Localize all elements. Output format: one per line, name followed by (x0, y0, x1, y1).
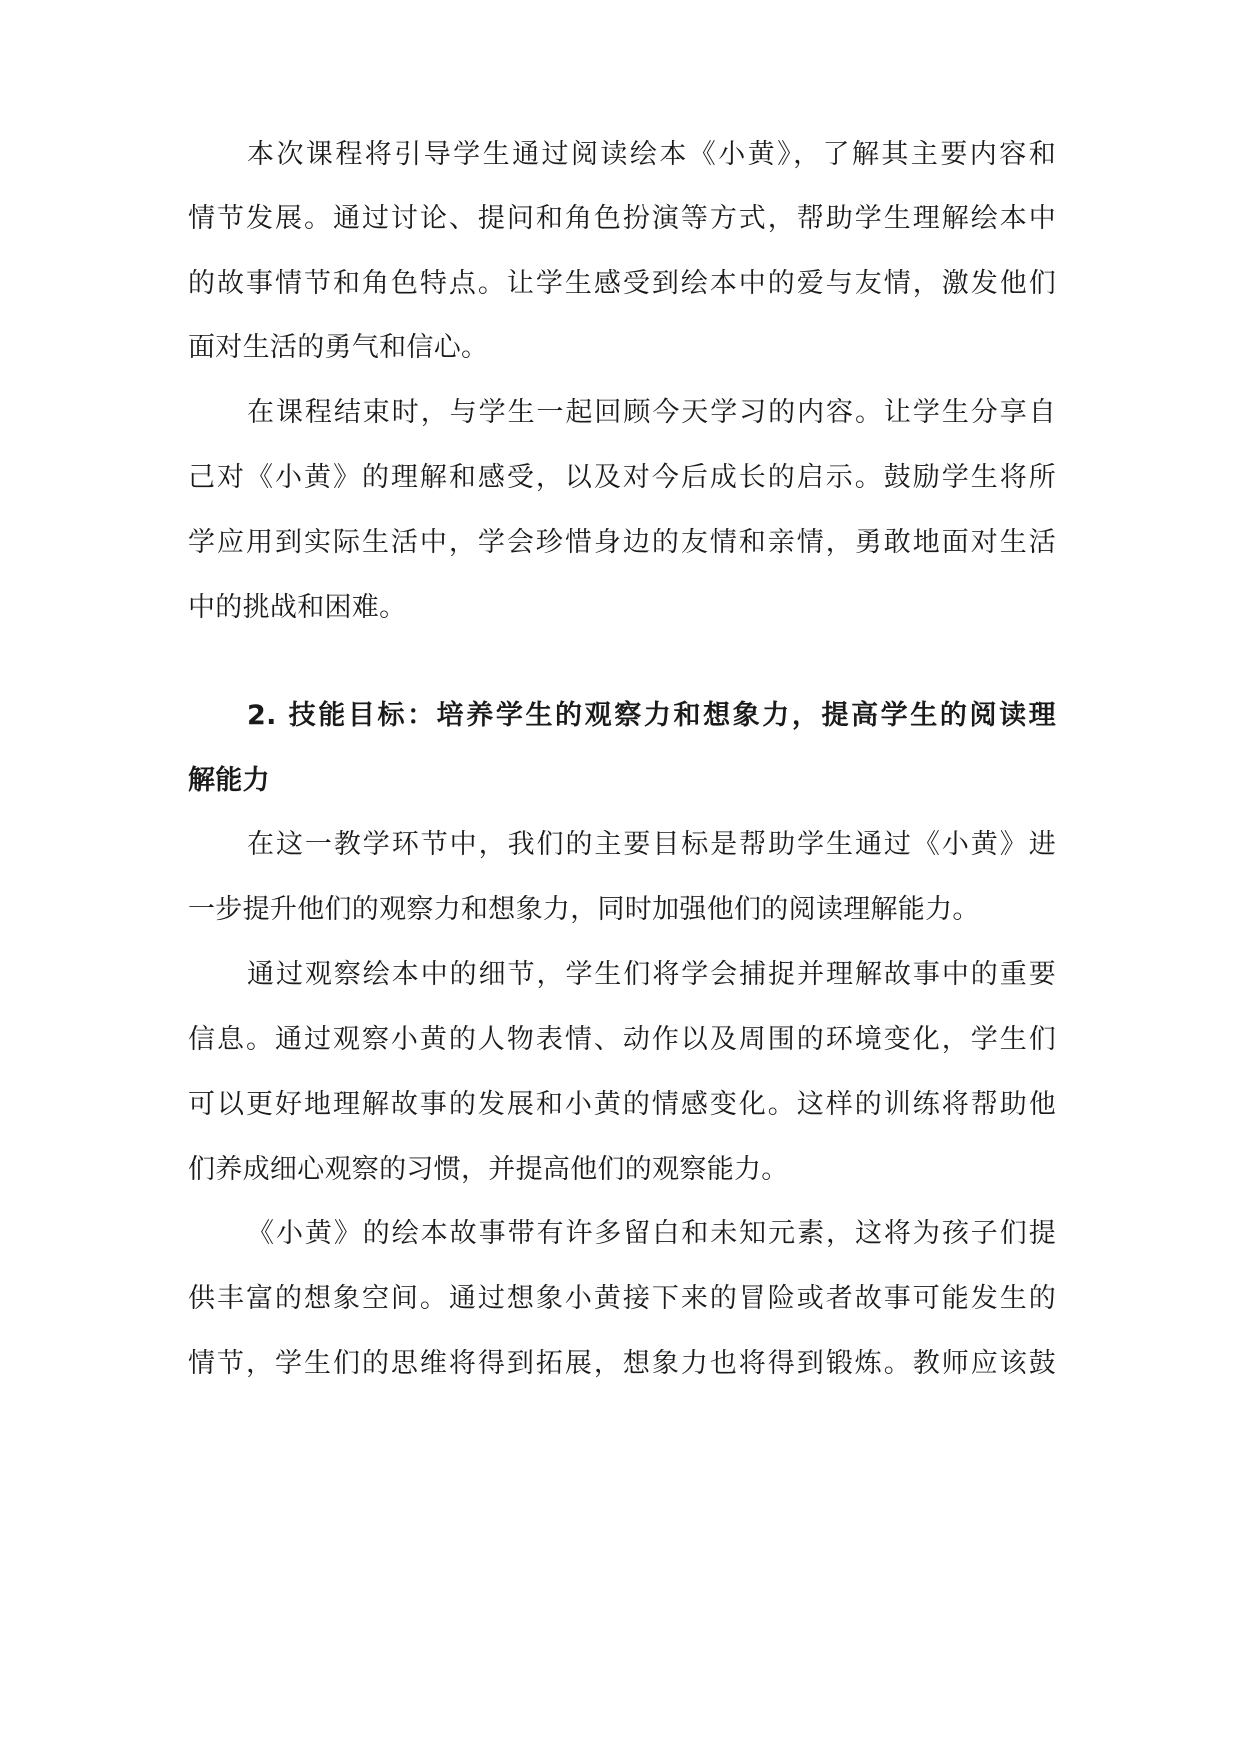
section-heading-line-2: 解能力 (188, 765, 270, 796)
section-heading-line-1: 2. 技能目标：培养学生的观察力和想象力，提高学生的阅读理 (247, 700, 1056, 731)
paragraph-5-line-2: 供丰富的想象空间。通过想象小黄接下来的冒险或者故事可能发生的 (188, 1283, 1056, 1314)
paragraph-2-line-1: 在课程结束时，与学生一起回顾今天学习的内容。让学生分享自 (247, 397, 1056, 428)
paragraph-1-line-4: 面对生活的勇气和信心。 (188, 332, 489, 363)
paragraph-3-line-1: 在这一教学环节中，我们的主要目标是帮助学生通过《小黄》进 (247, 829, 1056, 860)
paragraph-4-line-4: 们养成细心观察的习惯，并提高他们的观察能力。 (188, 1154, 789, 1185)
paragraph-4-line-3: 可以更好地理解故事的发展和小黄的情感变化。这样的训练将帮助他 (188, 1089, 1056, 1120)
paragraph-1-line-2: 情节发展。通过讨论、提问和角色扮演等方式，帮助学生理解绘本中 (188, 203, 1056, 234)
paragraph-5-line-3: 情节，学生们的思维将得到拓展，想象力也将得到锻炼。教师应该鼓 (188, 1348, 1056, 1379)
paragraph-2-line-4: 中的挑战和困难。 (188, 592, 407, 623)
paragraph-4-line-2: 信息。通过观察小黄的人物表情、动作以及周围的环境变化，学生们 (188, 1024, 1056, 1055)
paragraph-2-line-3: 学应用到实际生活中，学会珍惜身边的友情和亲情，勇敢地面对生活 (188, 527, 1056, 558)
paragraph-2-line-2: 己对《小黄》的理解和感受，以及对今后成长的启示。鼓励学生将所 (188, 462, 1056, 493)
paragraph-3-line-2: 一步提升他们的观察力和想象力，同时加强他们的阅读理解能力。 (188, 894, 980, 925)
paragraph-4-line-1: 通过观察绘本中的细节，学生们将学会捕捉并理解故事中的重要 (247, 959, 1056, 990)
paragraph-1-line-3: 的故事情节和角色特点。让学生感受到绘本中的爱与友情，激发他们 (188, 268, 1056, 299)
paragraph-5-line-1: 《小黄》的绘本故事带有许多留白和未知元素，这将为孩子们提 (247, 1218, 1056, 1249)
paragraph-1-line-1: 本次课程将引导学生通过阅读绘本《小黄》，了解其主要内容和 (247, 139, 1056, 170)
